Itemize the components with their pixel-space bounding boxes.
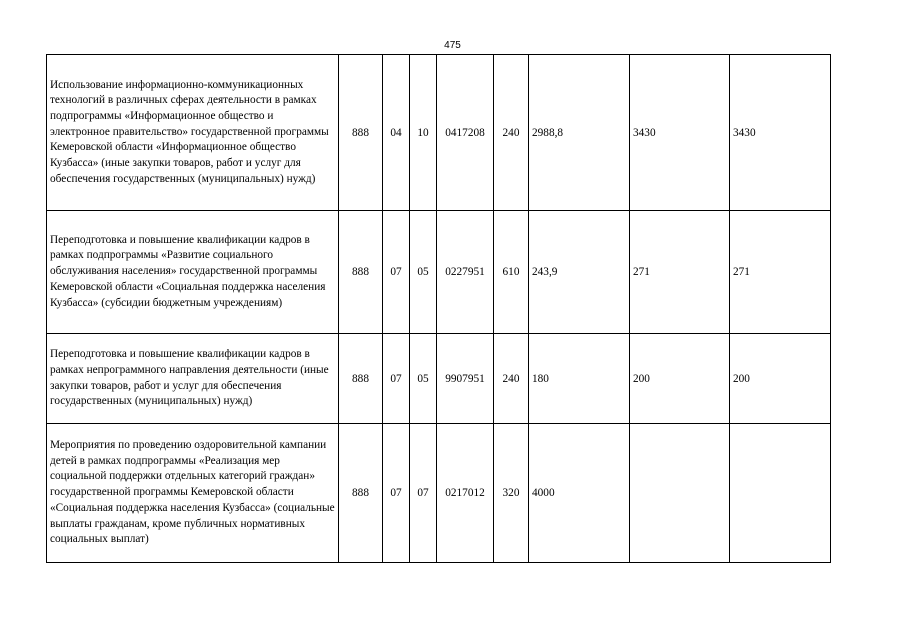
cell-amount-3: 200 xyxy=(730,334,831,424)
cell-amount-1: 4000 xyxy=(529,424,630,563)
page-number: 475 xyxy=(444,40,461,51)
cell-amount-3 xyxy=(730,424,831,563)
cell-ministry: 888 xyxy=(339,334,383,424)
cell-amount-2: 200 xyxy=(630,334,730,424)
cell-amount-2: 3430 xyxy=(630,55,730,211)
cell-expense-type: 240 xyxy=(494,55,529,211)
cell-section: 04 xyxy=(383,55,410,211)
cell-description: Переподготовка и повышение квалификации кадров в рамках подпрограммы «Развитие социального обслуживания населения» государственной программы Кемеровской области «Социальная поддержка населения Кузбасса» (субсидии бюджетным учреждениям) xyxy=(47,211,339,334)
cell-section: 07 xyxy=(383,424,410,563)
cell-amount-3: 3430 xyxy=(730,55,831,211)
cell-subsection: 05 xyxy=(410,211,437,334)
cell-subsection: 07 xyxy=(410,424,437,563)
cell-ministry: 888 xyxy=(339,211,383,334)
cell-target-article: 0227951 xyxy=(437,211,494,334)
cell-amount-2: 271 xyxy=(630,211,730,334)
cell-subsection: 05 xyxy=(410,334,437,424)
cell-section: 07 xyxy=(383,334,410,424)
cell-target-article: 0217012 xyxy=(437,424,494,563)
table-row xyxy=(47,334,831,424)
table-row xyxy=(47,424,831,563)
cell-amount-1: 2988,8 xyxy=(529,55,630,211)
budget-table xyxy=(46,54,831,563)
cell-amount-1: 243,9 xyxy=(529,211,630,334)
cell-description: Мероприятия по проведению оздоровительной кампании детей в рамках подпрограммы «Реализация мер социальной поддержки отдельных категорий граждан» государственной программы Кемеровской области «Социальная поддержка населения Кузбасса» (социальные выплаты гражданам, кроме публичных нормативных социальных выплат) xyxy=(47,424,339,563)
cell-expense-type: 320 xyxy=(494,424,529,563)
cell-amount-3: 271 xyxy=(730,211,831,334)
cell-subsection: 10 xyxy=(410,55,437,211)
cell-amount-2 xyxy=(630,424,730,563)
cell-ministry: 888 xyxy=(339,55,383,211)
cell-target-article: 0417208 xyxy=(437,55,494,211)
cell-ministry: 888 xyxy=(339,424,383,563)
table-row xyxy=(47,211,831,334)
cell-expense-type: 240 xyxy=(494,334,529,424)
cell-amount-1: 180 xyxy=(529,334,630,424)
cell-description: Использование информационно-коммуникационных технологий в различных сферах деятельности в рамках подпрограммы «Информационное общество и электронное правительство» государственной программы Кемеровской области «Информационное общество Кузбасса» (иные закупки товаров, работ и услуг для обеспечения государственных (муниципальных) нужд) xyxy=(47,55,339,211)
cell-target-article: 9907951 xyxy=(437,334,494,424)
table-row xyxy=(47,55,831,211)
cell-expense-type: 610 xyxy=(494,211,529,334)
cell-description: Переподготовка и повышение квалификации кадров в рамках непрограммного направления деятельности (иные закупки товаров, работ и услуг для обеспечения государственных (муниципальных) нужд) xyxy=(47,334,339,424)
cell-section: 07 xyxy=(383,211,410,334)
